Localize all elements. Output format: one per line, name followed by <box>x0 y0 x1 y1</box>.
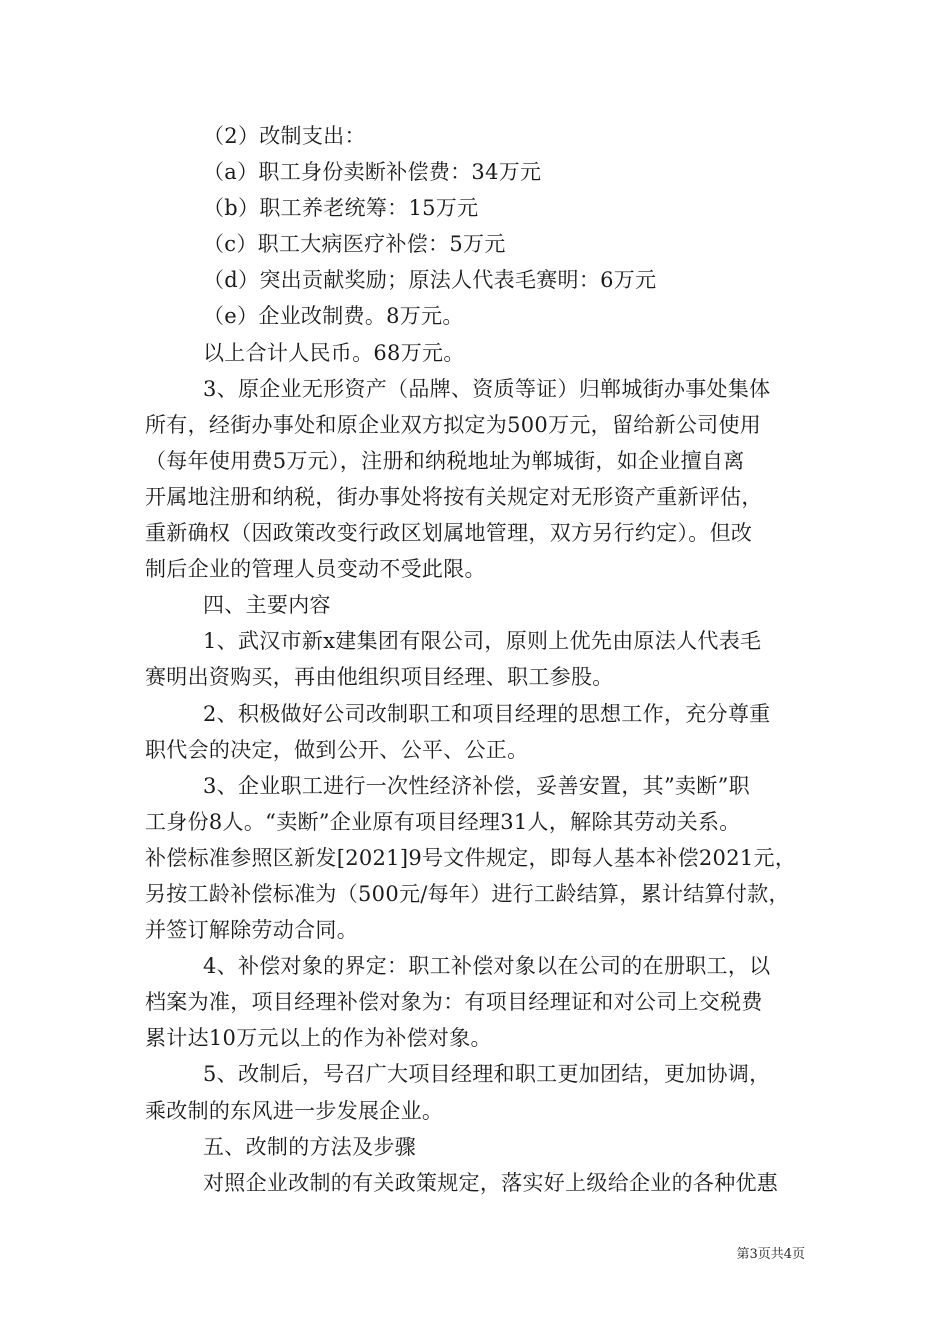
text-line: 1、武汉市新x建集团有限公司，原则上优先由原法人代表毛 <box>203 629 762 654</box>
text-line: 工身份8人。“卖断”企业原有项目经理31人，解除其劳动关系。 <box>145 809 741 834</box>
text-line: 3、企业职工进行一次性经济补偿，妥善安置，其”卖断”职 <box>203 773 750 798</box>
text-line: 另按工龄补偿标准为（500元/每年）进行工龄结算，累计结算付款， <box>145 881 790 906</box>
document-body <box>145 118 835 1201</box>
text-line: 乘改制的东风进一步发展企业。 <box>145 1098 444 1123</box>
text-line: 以上合计人民币。68万元。 <box>203 340 465 365</box>
text-line: （c）职工大病医疗补偿：5万元 <box>203 232 506 257</box>
text-line: 档案为准，项目经理补偿对象为：有项目经理证和对公司上交税费 <box>145 990 763 1015</box>
text-line: （e）企业改制费。8万元。 <box>203 304 464 329</box>
section-heading: 四、主要内容 <box>203 593 331 618</box>
text-line: 并签订解除劳动合同。 <box>145 918 358 943</box>
text-line: （d）突出贡献奖励；原法人代表毛赛明：6万元 <box>203 268 657 293</box>
text-line: 所有，经街办事处和原企业双方拟定为500万元，留给新公司使用 <box>145 412 762 437</box>
text-line: （a）职工身份卖断补偿费：34万元 <box>203 160 542 185</box>
text-line: 5、改制后，号召广大项目经理和职工更加团结，更加协调， <box>203 1062 771 1087</box>
text-line: （b）职工养老统筹：15万元 <box>203 196 479 221</box>
section-heading: 五、改制的方法及步骤 <box>203 1134 416 1159</box>
text-line: 3、原企业无形资产（品牌、资质等证）归郸城街办事处集体 <box>203 376 771 401</box>
text-line: 开属地注册和纳税，街办事处将按有关规定对无形资产重新评估， <box>145 484 763 509</box>
text-line: 4、补偿对象的界定：职工补偿对象以在公司的在册职工，以 <box>203 954 771 979</box>
text-line: 职代会的决定，做到公开、公平、公正。 <box>145 737 529 762</box>
text-line: 制后企业的管理人员变动不受此限。 <box>145 557 486 582</box>
text-line: （每年使用费5万元），注册和纳税地址为郸城街，如企业擅自离 <box>145 448 745 473</box>
text-line: （2）改制支出： <box>203 124 366 148</box>
text-line: 重新确权（因政策改变行政区划属地管理，双方另行约定）。但改 <box>145 521 753 546</box>
text-line: 赛明出资购买，再由他组织项目经理、职工参股。 <box>145 665 614 690</box>
text-line: 累计达10万元以上的作为补偿对象。 <box>145 1026 492 1051</box>
text-line: 2、积极做好公司改制职工和项目经理的思想工作，充分尊重 <box>203 701 771 726</box>
text-line: 对照企业改制的有关政策规定，落实好上级给企业的各种优惠 <box>203 1170 779 1195</box>
page-number: 第3页共4页 <box>736 1247 805 1262</box>
text-line: 补偿标准参照区新发[2021]9号文件规定，即每人基本补偿2021元， <box>145 845 797 870</box>
